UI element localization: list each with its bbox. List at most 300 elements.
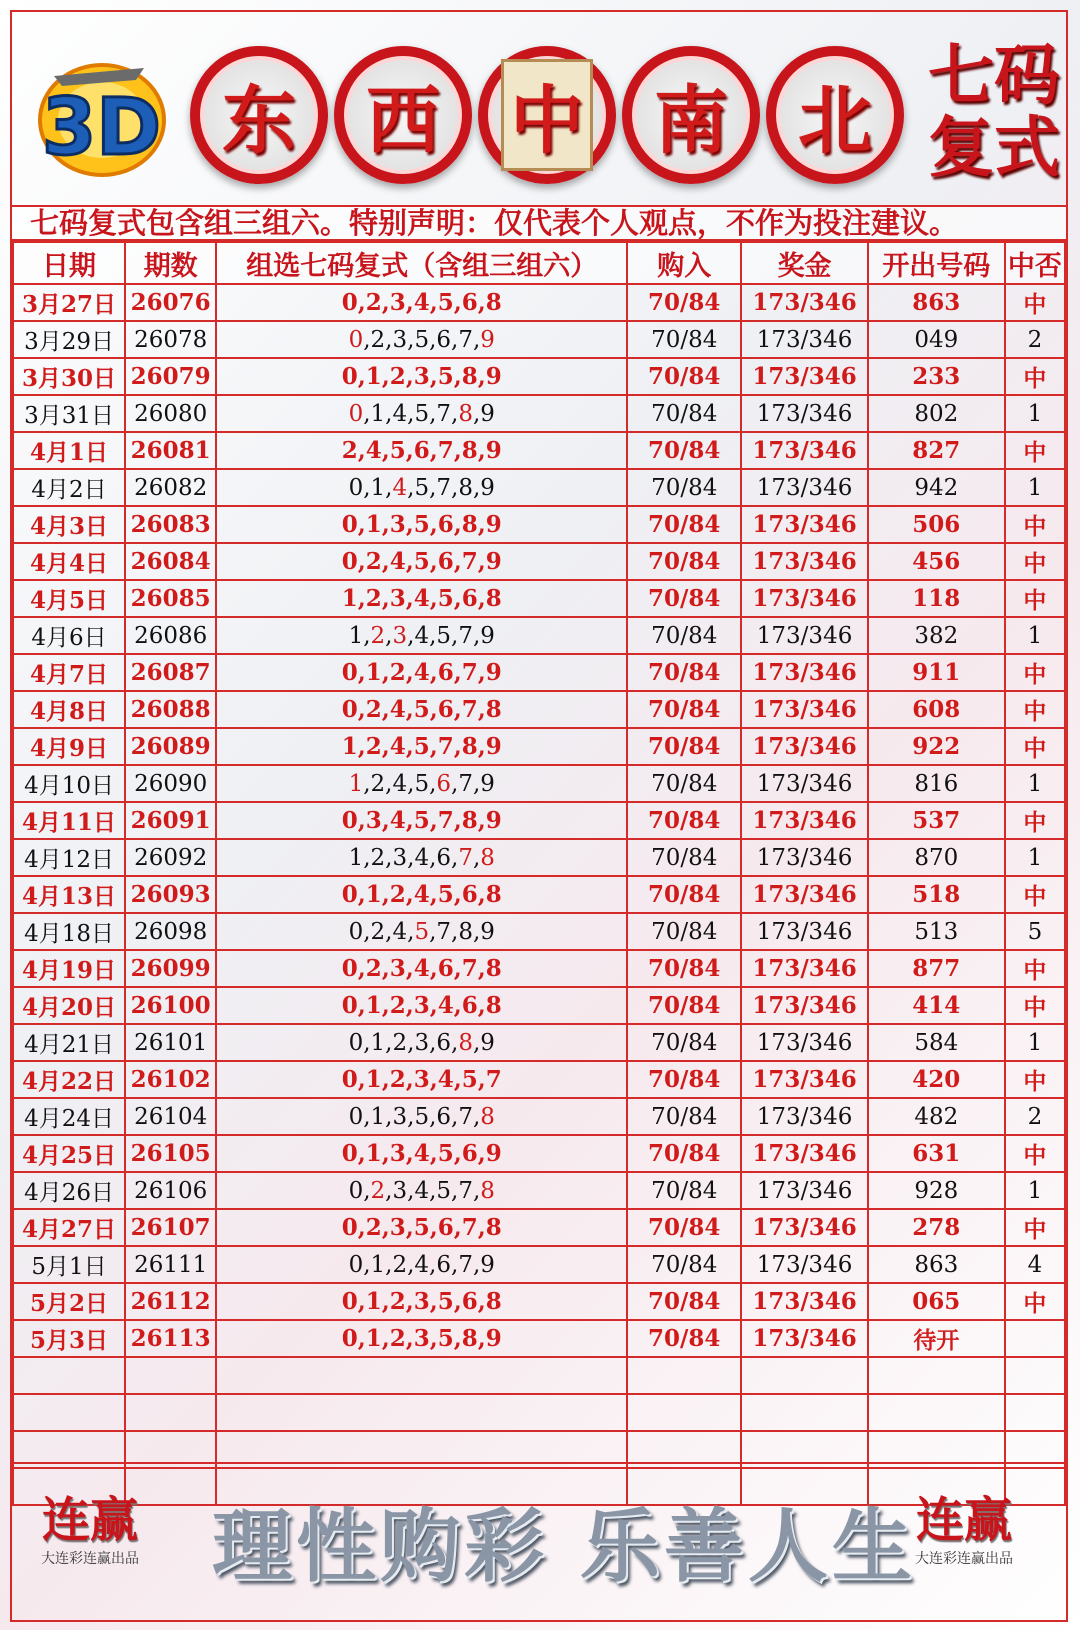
brand-logo-left (30, 1492, 150, 1568)
wind-medallion-west (334, 46, 472, 184)
cell-issue: 26078 (125, 321, 216, 358)
combo-digit: 0 (348, 400, 364, 427)
cell-result: 中 (1005, 1061, 1065, 1098)
combo-digit: 3 (392, 1177, 408, 1204)
wind-label: 中 (501, 59, 593, 171)
cell-date: 4月12日 (13, 839, 125, 876)
cell-issue: 26105 (125, 1135, 216, 1172)
combo-digit: 1 (348, 770, 364, 797)
combo-digit: 3 (392, 844, 408, 871)
combo-digit: 6 (436, 770, 452, 797)
combo-digit: 0 (348, 474, 364, 501)
cell-draw: 877 (868, 950, 1005, 987)
combo-digit: 6 (436, 326, 452, 353)
cell-issue: 26084 (125, 543, 216, 580)
cell-buy: 70/84 (627, 395, 741, 432)
combo-digit: 7 (458, 770, 473, 797)
cell-buy: 70/84 (627, 876, 741, 913)
combo-digit: 0 (348, 1029, 364, 1056)
combo-digit: 9 (480, 474, 495, 501)
cell-issue: 26081 (125, 432, 216, 469)
combo-digit: 3 (392, 1103, 408, 1130)
cell-date: 5月3日 (13, 1320, 125, 1357)
cell-issue: 26079 (125, 358, 216, 395)
combo-digit: 5 (414, 474, 430, 501)
cell-combo: 0,1,2,3,5,8,9 (216, 1320, 627, 1357)
cell-result: 中 (1005, 284, 1065, 321)
combo-digit: 1 (348, 844, 364, 871)
cell-empty (868, 1394, 1005, 1431)
cell-result: 1 (1005, 469, 1065, 506)
table-row-empty (13, 1394, 1065, 1431)
cell-combo: 2,4,5,6,7,8,9 (216, 432, 627, 469)
cell-result: 2 (1005, 321, 1065, 358)
cell-buy: 70/84 (627, 1024, 741, 1061)
cell-draw: 420 (868, 1061, 1005, 1098)
cell-result: 1 (1005, 765, 1065, 802)
cell-draw: 870 (868, 839, 1005, 876)
combo-digit: 0 (348, 918, 364, 945)
cell-issue: 26107 (125, 1209, 216, 1246)
cell-prize: 173/346 (741, 691, 868, 728)
table-row (13, 1172, 1065, 1209)
table-row (13, 617, 1065, 654)
cell-buy: 70/84 (627, 1209, 741, 1246)
cell-date: 3月29日 (13, 321, 125, 358)
page-title-line2: 复式 (928, 109, 1060, 186)
cell-empty (741, 1394, 868, 1431)
cell-date: 4月9日 (13, 728, 125, 765)
cell-prize: 173/346 (741, 1061, 868, 1098)
combo-digit: 5 (414, 1103, 430, 1130)
brand-name: 连赢 (915, 1492, 1012, 1548)
cell-prize: 173/346 (741, 913, 868, 950)
table-row (13, 950, 1065, 987)
cell-date: 4月8日 (13, 691, 125, 728)
cell-issue: 26099 (125, 950, 216, 987)
cell-date: 5月1日 (13, 1246, 125, 1283)
cell-date: 4月24日 (13, 1098, 125, 1135)
wind-medallions (190, 32, 910, 197)
cell-prize: 173/346 (741, 1024, 868, 1061)
cell-empty (216, 1357, 627, 1394)
cell-buy: 70/84 (627, 321, 741, 358)
table-row (13, 506, 1065, 543)
cell-prize: 173/346 (741, 506, 868, 543)
combo-digit: 4 (392, 918, 408, 945)
table-row (13, 1098, 1065, 1135)
cell-combo: 0,1,4,5,7,8,9 (216, 469, 627, 506)
cell-buy: 70/84 (627, 691, 741, 728)
combo-digit: 4 (392, 770, 408, 797)
cell-prize: 173/346 (741, 1135, 868, 1172)
cell-draw: 911 (868, 654, 1005, 691)
table-row (13, 1024, 1065, 1061)
cell-issue: 26076 (125, 284, 216, 321)
cell-result: 中 (1005, 432, 1065, 469)
cell-prize: 173/346 (741, 987, 868, 1024)
brand-logo-right (904, 1492, 1024, 1568)
cell-date: 3月30日 (13, 358, 125, 395)
cell-draw: 065 (868, 1283, 1005, 1320)
cell-prize: 173/346 (741, 802, 868, 839)
combo-digit: 1 (348, 622, 364, 649)
table-row (13, 654, 1065, 691)
cell-issue: 26090 (125, 765, 216, 802)
cell-draw: 456 (868, 543, 1005, 580)
cell-date: 4月6日 (13, 617, 125, 654)
cell-draw: 608 (868, 691, 1005, 728)
combo-digit: 5 (436, 1177, 452, 1204)
cell-combo: 1,2,3,4,5,7,9 (216, 617, 627, 654)
cell-draw: 584 (868, 1024, 1005, 1061)
wind-label: 北 (798, 77, 872, 164)
cell-buy: 70/84 (627, 839, 741, 876)
cell-issue: 26101 (125, 1024, 216, 1061)
cell-date: 4月21日 (13, 1024, 125, 1061)
column-header-result: 中否 (1005, 242, 1065, 284)
cell-combo: 1,2,4,5,6,7,9 (216, 765, 627, 802)
results-table (12, 241, 1066, 1506)
cell-prize: 173/346 (741, 321, 868, 358)
cell-result: 1 (1005, 1172, 1065, 1209)
cell-issue: 26100 (125, 987, 216, 1024)
cell-issue: 26088 (125, 691, 216, 728)
cell-draw: 506 (868, 506, 1005, 543)
combo-digit: 6 (436, 844, 452, 871)
cell-issue: 26091 (125, 802, 216, 839)
cell-draw: 631 (868, 1135, 1005, 1172)
cell-result: 中 (1005, 876, 1065, 913)
cell-result: 中 (1005, 506, 1065, 543)
cell-issue: 26112 (125, 1283, 216, 1320)
cell-draw: 待开 (868, 1320, 1005, 1357)
cell-issue: 26092 (125, 839, 216, 876)
cell-result: 中 (1005, 1135, 1065, 1172)
cell-combo: 0,1,2,3,4,6,8 (216, 987, 627, 1024)
combo-digit: 6 (436, 1103, 452, 1130)
cell-combo: 0,1,2,3,6,8,9 (216, 1024, 627, 1061)
combo-digit: 2 (370, 844, 386, 871)
cell-date: 4月7日 (13, 654, 125, 691)
cell-prize: 173/346 (741, 839, 868, 876)
cell-date: 3月31日 (13, 395, 125, 432)
cell-draw: 118 (868, 580, 1005, 617)
cell-draw: 928 (868, 1172, 1005, 1209)
cell-result: 1 (1005, 395, 1065, 432)
cell-combo: 0,1,3,5,6,8,9 (216, 506, 627, 543)
cell-draw: 537 (868, 802, 1005, 839)
cell-result: 中 (1005, 728, 1065, 765)
cell-prize: 173/346 (741, 432, 868, 469)
combo-digit: 1 (370, 400, 386, 427)
combo-digit: 2 (370, 326, 386, 353)
cell-result: 4 (1005, 1246, 1065, 1283)
cell-draw: 278 (868, 1209, 1005, 1246)
cell-result: 中 (1005, 691, 1065, 728)
cell-date: 4月1日 (13, 432, 125, 469)
cell-draw: 382 (868, 617, 1005, 654)
table-row (13, 284, 1065, 321)
combo-digit: 2 (370, 622, 386, 649)
3d-logo-icon (24, 50, 170, 180)
table-row (13, 395, 1065, 432)
brand-subtitle: 大连彩连赢出品 (915, 1551, 1013, 1567)
cell-buy: 70/84 (627, 765, 741, 802)
cell-empty (741, 1357, 868, 1394)
cell-draw: 942 (868, 469, 1005, 506)
cell-prize: 173/346 (741, 543, 868, 580)
cell-date: 4月26日 (13, 1172, 125, 1209)
table-row (13, 987, 1065, 1024)
table-header-row (13, 242, 1065, 284)
cell-draw: 827 (868, 432, 1005, 469)
cell-issue: 26098 (125, 913, 216, 950)
table-row (13, 321, 1065, 358)
cell-buy: 70/84 (627, 1320, 741, 1357)
cell-combo: 0,2,3,5,6,7,9 (216, 321, 627, 358)
wind-medallion-north (766, 46, 904, 184)
cell-result: 1 (1005, 839, 1065, 876)
page-title-line1: 七码 (928, 37, 1060, 114)
cell-result: 5 (1005, 913, 1065, 950)
cell-date: 4月19日 (13, 950, 125, 987)
cell-date: 4月25日 (13, 1135, 125, 1172)
cell-result: 中 (1005, 1283, 1065, 1320)
combo-digit: 0 (348, 1177, 364, 1204)
cell-empty (125, 1394, 216, 1431)
cell-buy: 70/84 (627, 802, 741, 839)
cell-draw: 816 (868, 765, 1005, 802)
combo-digit: 7 (458, 1177, 473, 1204)
table-row (13, 1135, 1065, 1172)
cell-buy: 70/84 (627, 1061, 741, 1098)
cell-empty (868, 1357, 1005, 1394)
disclaimer-banner: 七码复式包含组三组六。特别声明：仅代表个人观点，不作为投注建议。 (12, 205, 1066, 241)
cell-prize: 173/346 (741, 395, 868, 432)
combo-digit: 3 (392, 622, 408, 649)
cell-buy: 70/84 (627, 284, 741, 321)
combo-digit: 7 (436, 400, 452, 427)
page-title (924, 37, 1064, 186)
cell-buy: 70/84 (627, 1246, 741, 1283)
cell-issue: 26089 (125, 728, 216, 765)
column-header-draw: 开出号码 (868, 242, 1005, 284)
table-row (13, 1320, 1065, 1357)
combo-digit: 8 (458, 1029, 473, 1056)
table-row (13, 728, 1065, 765)
cell-buy: 70/84 (627, 469, 741, 506)
cell-result: 2 (1005, 1098, 1065, 1135)
table-row (13, 1061, 1065, 1098)
table-row (13, 876, 1065, 913)
cell-buy: 70/84 (627, 950, 741, 987)
cell-result: 中 (1005, 580, 1065, 617)
column-header-buy: 购入 (627, 242, 741, 284)
table-row (13, 1246, 1065, 1283)
combo-digit: 8 (458, 400, 473, 427)
cell-draw: 482 (868, 1098, 1005, 1135)
combo-digit: 4 (414, 844, 430, 871)
combo-digit: 2 (392, 1029, 408, 1056)
cell-issue: 26087 (125, 654, 216, 691)
cell-empty (627, 1394, 741, 1431)
cell-combo: 0,2,3,4,6,7,8 (216, 950, 627, 987)
cell-issue: 26106 (125, 1172, 216, 1209)
cell-empty (1005, 1357, 1065, 1394)
cell-prize: 173/346 (741, 1246, 868, 1283)
wind-medallion-center (478, 46, 616, 184)
cell-prize: 173/346 (741, 1172, 868, 1209)
cell-buy: 70/84 (627, 913, 741, 950)
table-row (13, 802, 1065, 839)
cell-combo: 0,1,2,4,6,7,9 (216, 654, 627, 691)
table-row (13, 543, 1065, 580)
cell-buy: 70/84 (627, 1172, 741, 1209)
cell-prize: 173/346 (741, 728, 868, 765)
cell-date: 5月2日 (13, 1283, 125, 1320)
cell-result (1005, 1320, 1065, 1357)
cell-result: 中 (1005, 802, 1065, 839)
combo-digit: 5 (414, 918, 430, 945)
combo-digit: 7 (436, 474, 452, 501)
cell-prize: 173/346 (741, 1209, 868, 1246)
table-row (13, 1209, 1065, 1246)
combo-digit: 5 (414, 326, 430, 353)
combo-digit: 9 (480, 770, 495, 797)
cell-empty (13, 1394, 125, 1431)
cell-result: 中 (1005, 654, 1065, 691)
cell-buy: 70/84 (627, 358, 741, 395)
cell-date: 4月5日 (13, 580, 125, 617)
cell-result: 1 (1005, 1024, 1065, 1061)
cell-combo: 1,2,4,5,7,8,9 (216, 728, 627, 765)
cell-combo: 1,2,3,4,6,7,8 (216, 839, 627, 876)
table-row (13, 839, 1065, 876)
cell-draw: 233 (868, 358, 1005, 395)
cell-combo: 0,2,3,5,6,7,8 (216, 1209, 627, 1246)
slogan: 理性购彩 乐善人生 (212, 1500, 916, 1593)
cell-combo: 0,2,3,4,5,6,8 (216, 284, 627, 321)
cell-combo: 0,1,3,4,5,6,9 (216, 1135, 627, 1172)
column-header-combo: 组选七码复式（含组三组六） (216, 242, 627, 284)
combo-digit: 0 (348, 1103, 364, 1130)
cell-buy: 70/84 (627, 580, 741, 617)
combo-digit: 8 (480, 1177, 495, 1204)
cell-combo: 0,1,4,5,7,8,9 (216, 395, 627, 432)
column-header-issue: 期数 (125, 242, 216, 284)
cell-prize: 173/346 (741, 358, 868, 395)
combo-digit: 6 (436, 1029, 452, 1056)
cell-buy: 70/84 (627, 728, 741, 765)
cell-issue: 26086 (125, 617, 216, 654)
cell-issue: 26082 (125, 469, 216, 506)
cell-buy: 70/84 (627, 543, 741, 580)
cell-combo: 0,2,3,4,5,7,8 (216, 1172, 627, 1209)
cell-buy: 70/84 (627, 1283, 741, 1320)
footer (12, 1462, 1066, 1620)
cell-issue: 26083 (125, 506, 216, 543)
wind-label: 东 (222, 77, 296, 164)
table-row (13, 469, 1065, 506)
table-row (13, 580, 1065, 617)
cell-empty (13, 1357, 125, 1394)
combo-digit: 2 (370, 918, 386, 945)
cell-draw: 414 (868, 987, 1005, 1024)
cell-result: 1 (1005, 617, 1065, 654)
table-row (13, 691, 1065, 728)
cell-result: 中 (1005, 987, 1065, 1024)
combo-digit: 5 (414, 770, 430, 797)
cell-date: 4月11日 (13, 802, 125, 839)
combo-digit: 1 (370, 474, 386, 501)
cell-date: 4月22日 (13, 1061, 125, 1098)
cell-combo: 0,2,4,5,6,7,9 (216, 543, 627, 580)
column-header-prize: 奖金 (741, 242, 868, 284)
cell-combo: 0,2,4,5,6,7,8 (216, 691, 627, 728)
cell-combo: 0,1,2,3,5,8,9 (216, 358, 627, 395)
table-body (13, 284, 1065, 1505)
cell-prize: 173/346 (741, 654, 868, 691)
cell-draw: 863 (868, 284, 1005, 321)
cell-buy: 70/84 (627, 987, 741, 1024)
cell-draw: 513 (868, 913, 1005, 950)
cell-prize: 173/346 (741, 617, 868, 654)
table-row (13, 765, 1065, 802)
table-row-empty (13, 1357, 1065, 1394)
combo-digit: 7 (458, 622, 473, 649)
combo-digit: 4 (392, 474, 408, 501)
cell-result: 中 (1005, 950, 1065, 987)
cell-combo: 0,1,2,4,6,7,9 (216, 1246, 627, 1283)
cell-draw: 049 (868, 321, 1005, 358)
cell-prize: 173/346 (741, 950, 868, 987)
cell-empty (1005, 1394, 1065, 1431)
combo-digit: 9 (480, 918, 495, 945)
cell-empty (627, 1357, 741, 1394)
cell-result: 中 (1005, 1209, 1065, 1246)
cell-result: 中 (1005, 358, 1065, 395)
cell-date: 3月27日 (13, 284, 125, 321)
combo-digit: 8 (480, 1103, 495, 1130)
header (12, 12, 1066, 207)
cell-prize: 173/346 (741, 1098, 868, 1135)
combo-digit: 9 (480, 622, 495, 649)
combo-digit: 7 (458, 844, 473, 871)
logo-text: 3D (42, 83, 162, 173)
cell-buy: 70/84 (627, 617, 741, 654)
cell-date: 4月10日 (13, 765, 125, 802)
combo-digit: 9 (480, 326, 495, 353)
combo-digit: 9 (480, 1029, 495, 1056)
combo-digit: 8 (480, 844, 495, 871)
table-row (13, 432, 1065, 469)
cell-issue: 26104 (125, 1098, 216, 1135)
combo-digit: 4 (392, 400, 408, 427)
wind-label: 南 (654, 77, 728, 164)
cell-issue: 26111 (125, 1246, 216, 1283)
combo-digit: 7 (436, 918, 452, 945)
cell-combo: 0,1,2,4,5,6,8 (216, 876, 627, 913)
combo-digit: 4 (414, 622, 430, 649)
cell-prize: 173/346 (741, 765, 868, 802)
cell-issue: 26113 (125, 1320, 216, 1357)
combo-digit: 8 (458, 474, 473, 501)
combo-digit: 7 (458, 326, 473, 353)
wind-medallion-east (190, 46, 328, 184)
column-header-date: 日期 (13, 242, 125, 284)
combo-digit: 2 (370, 1177, 386, 1204)
